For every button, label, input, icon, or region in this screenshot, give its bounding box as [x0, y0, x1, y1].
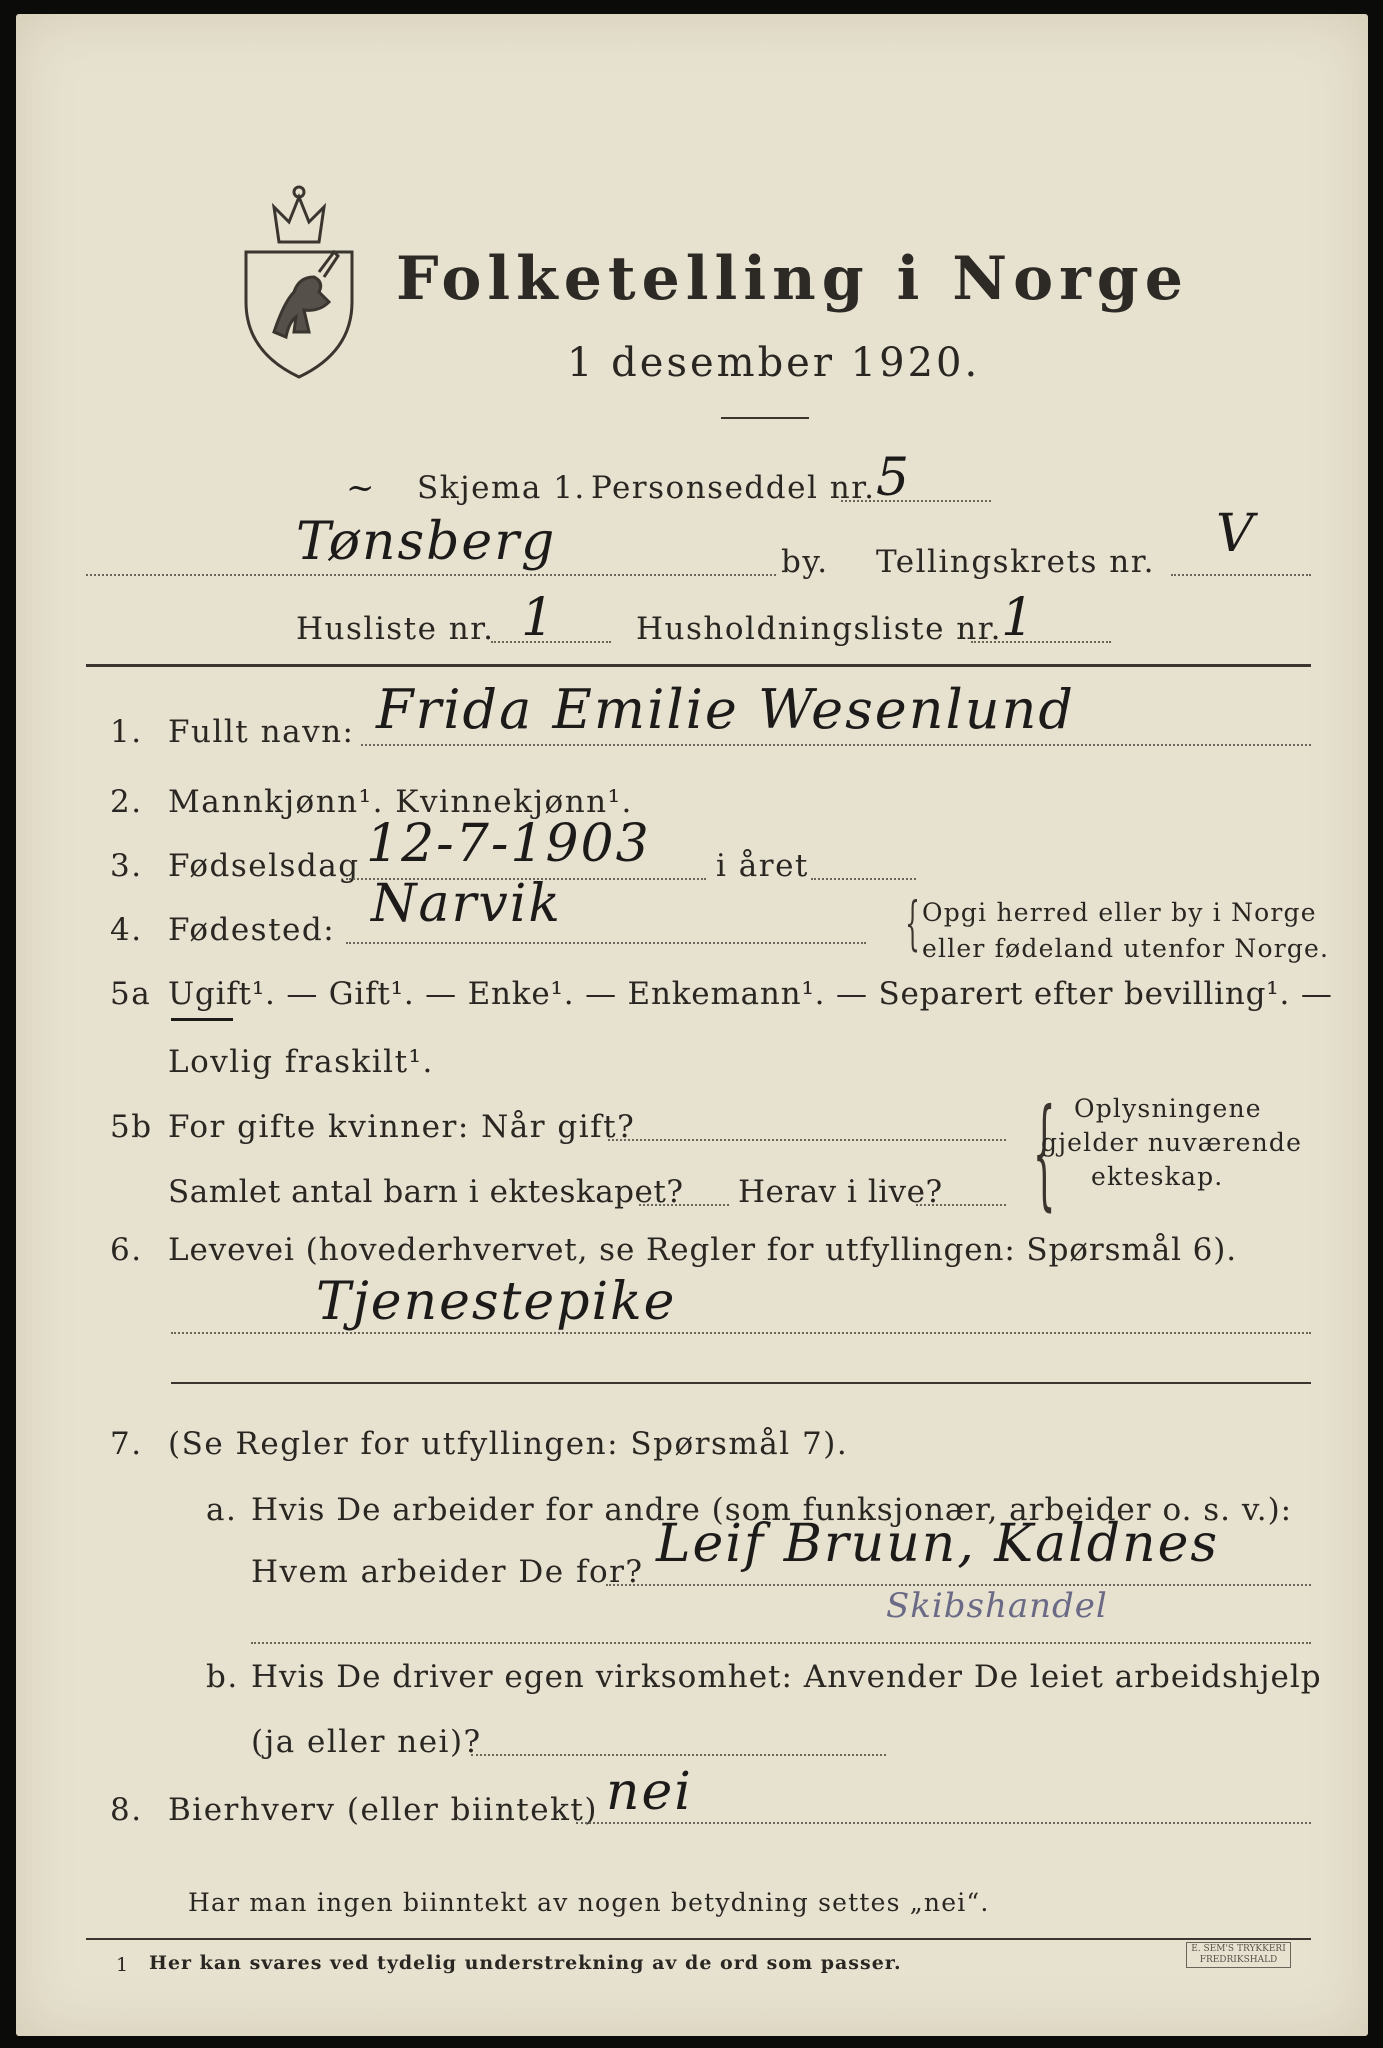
husholdningsliste-value[interactable]: 1	[1001, 588, 1037, 648]
q7a-line1: Hvis De arbeider for andre (som funksjonær, arbeider o. s. v.):	[251, 1492, 1293, 1528]
q7-label: (Se Regler for utfyllingen: Spørsmål 7).	[168, 1426, 849, 1462]
q5a-ugift-underline	[171, 1018, 233, 1021]
personseddel-dotted-line	[841, 500, 991, 502]
husliste-label: Husliste nr.	[296, 611, 495, 647]
form-title: Folketelling i Norge	[396, 244, 1189, 314]
q7a-employer-trade-value[interactable]: Skibshandel	[886, 1586, 1108, 1626]
tellingskrets-value[interactable]: V	[1216, 504, 1256, 564]
q6-dotted-line-1	[171, 1332, 1311, 1334]
q3-suffix: i året	[716, 848, 809, 884]
q7b-letter: b.	[206, 1659, 239, 1695]
printer-stamp-line1: E. SEM'S TRYKKERI	[1191, 1944, 1286, 1954]
q3-birthdate-value[interactable]: 12-7-1903	[366, 814, 651, 874]
footnote-text: Her kan svares ved tydelig understrekning av de ord som passer.	[149, 1952, 902, 1974]
q4-note-brace: {	[905, 889, 920, 957]
tellingskrets-label: Tellingskrets nr.	[876, 544, 1155, 580]
q5b-number: 5b	[110, 1109, 153, 1145]
city-dotted-line	[86, 574, 776, 576]
q7a-dotted-line-2	[251, 1642, 1311, 1644]
q4-dotted-line	[346, 942, 866, 944]
q5b-when-dotted-line	[608, 1139, 1006, 1141]
q5b-note-brace: {	[1032, 1084, 1056, 1223]
q5a-line2[interactable]: Lovlig fraskilt¹.	[168, 1044, 434, 1080]
q5a-number: 5a	[110, 976, 152, 1012]
by-label: by.	[781, 544, 829, 580]
q6-occupation-value[interactable]: Tjenestepike	[316, 1272, 677, 1332]
q5b-children-dotted-line	[639, 1204, 729, 1206]
q3-label: Fødselsdag	[168, 848, 360, 884]
footnote-rule	[86, 1938, 1311, 1940]
q5b-note-line2: gjelder nuværende	[1041, 1128, 1303, 1157]
q5b-alive-dotted-line	[916, 1204, 1006, 1206]
side-income-note: Har man ingen biinntekt av nogen betydning settes „nei“.	[188, 1888, 990, 1917]
husholdningsliste-label: Husholdningsliste nr.	[636, 611, 1003, 647]
q5b-note-line3: ekteskap.	[1091, 1162, 1224, 1191]
q6-label: Levevei (hovederhvervet, se Regler for utfyllingen: Spørsmål 6).	[168, 1232, 1238, 1268]
q3-year-dotted-line	[811, 878, 916, 880]
printer-stamp-line2: FREDRIKSHALD	[1199, 1955, 1278, 1965]
q5b-line1: For gifte kvinner: Når gift?	[168, 1109, 636, 1145]
footnote-mark: 1	[116, 1954, 130, 1976]
q8-dotted-line	[576, 1822, 1311, 1824]
q7-number: 7.	[110, 1426, 143, 1462]
q8-label: Bierhverv (eller biintekt)	[168, 1792, 598, 1828]
q7b-line2: (ja eller nei)?	[251, 1724, 482, 1760]
q3-number: 3.	[110, 848, 143, 884]
q2-sex-options[interactable]: Mannkjønn¹. Kvinnekjønn¹.	[168, 784, 633, 820]
title-divider	[721, 417, 809, 419]
q5b-alive-label: Herav i live?	[738, 1174, 943, 1210]
q6-answer-line-2	[171, 1382, 1311, 1384]
q1-dotted-line	[361, 744, 1311, 746]
q5b-children-label: Samlet antal barn i ekteskapet?	[168, 1174, 684, 1210]
skjema-label: Skjema 1.	[417, 470, 586, 506]
q4-note-line2: eller fødeland utenfor Norge.	[922, 934, 1330, 963]
q7b-line1: Hvis De driver egen virksomhet: Anvender De leiet arbeidshjelp	[251, 1659, 1322, 1695]
q6-number: 6.	[110, 1232, 143, 1268]
city-mark-prefix: ~	[346, 468, 377, 508]
personseddel-label: Personseddel nr.	[591, 470, 876, 506]
q7a-line2: Hvem arbeider De for?	[251, 1554, 644, 1590]
census-form-page	[16, 14, 1368, 2036]
q5a-marital-options[interactable]: Ugift¹. — Gift¹. — Enke¹. — Enkemann¹. — Separert efter bevilling¹. —	[168, 976, 1333, 1012]
q4-label: Fødested:	[168, 912, 336, 948]
header-rule	[86, 664, 1311, 667]
q8-number: 8.	[110, 1792, 143, 1828]
husliste-value[interactable]: 1	[521, 588, 557, 648]
printer-stamp	[1186, 1942, 1291, 1968]
q1-number: 1.	[110, 714, 143, 750]
q8-side-income-value[interactable]: nei	[606, 1762, 693, 1822]
q4-note-line1: Opgi herred eller by i Norge	[922, 898, 1317, 927]
q1-label: Fullt navn:	[168, 714, 355, 750]
personseddel-value[interactable]: 5	[876, 448, 912, 508]
q1-full-name-value[interactable]: Frida Emilie Wesenlund	[376, 678, 1075, 741]
q7b-dotted-line	[471, 1754, 886, 1756]
q4-number: 4.	[110, 912, 143, 948]
census-date: 1 desember 1920.	[567, 340, 981, 386]
q4-birthplace-value[interactable]: Narvik	[371, 874, 562, 934]
norway-coat-of-arms-icon	[234, 182, 364, 382]
city-value[interactable]: Tønsberg	[296, 512, 557, 572]
tellingskrets-dotted-line	[1171, 574, 1311, 576]
q5b-note-line1: Oplysningene	[1074, 1094, 1262, 1123]
q2-number: 2.	[110, 784, 143, 820]
q7a-employer-value[interactable]: Leif Bruun, Kaldnes	[656, 1514, 1220, 1574]
q7a-letter: a.	[206, 1492, 238, 1528]
husholdningsliste-dotted-line	[971, 641, 1111, 643]
